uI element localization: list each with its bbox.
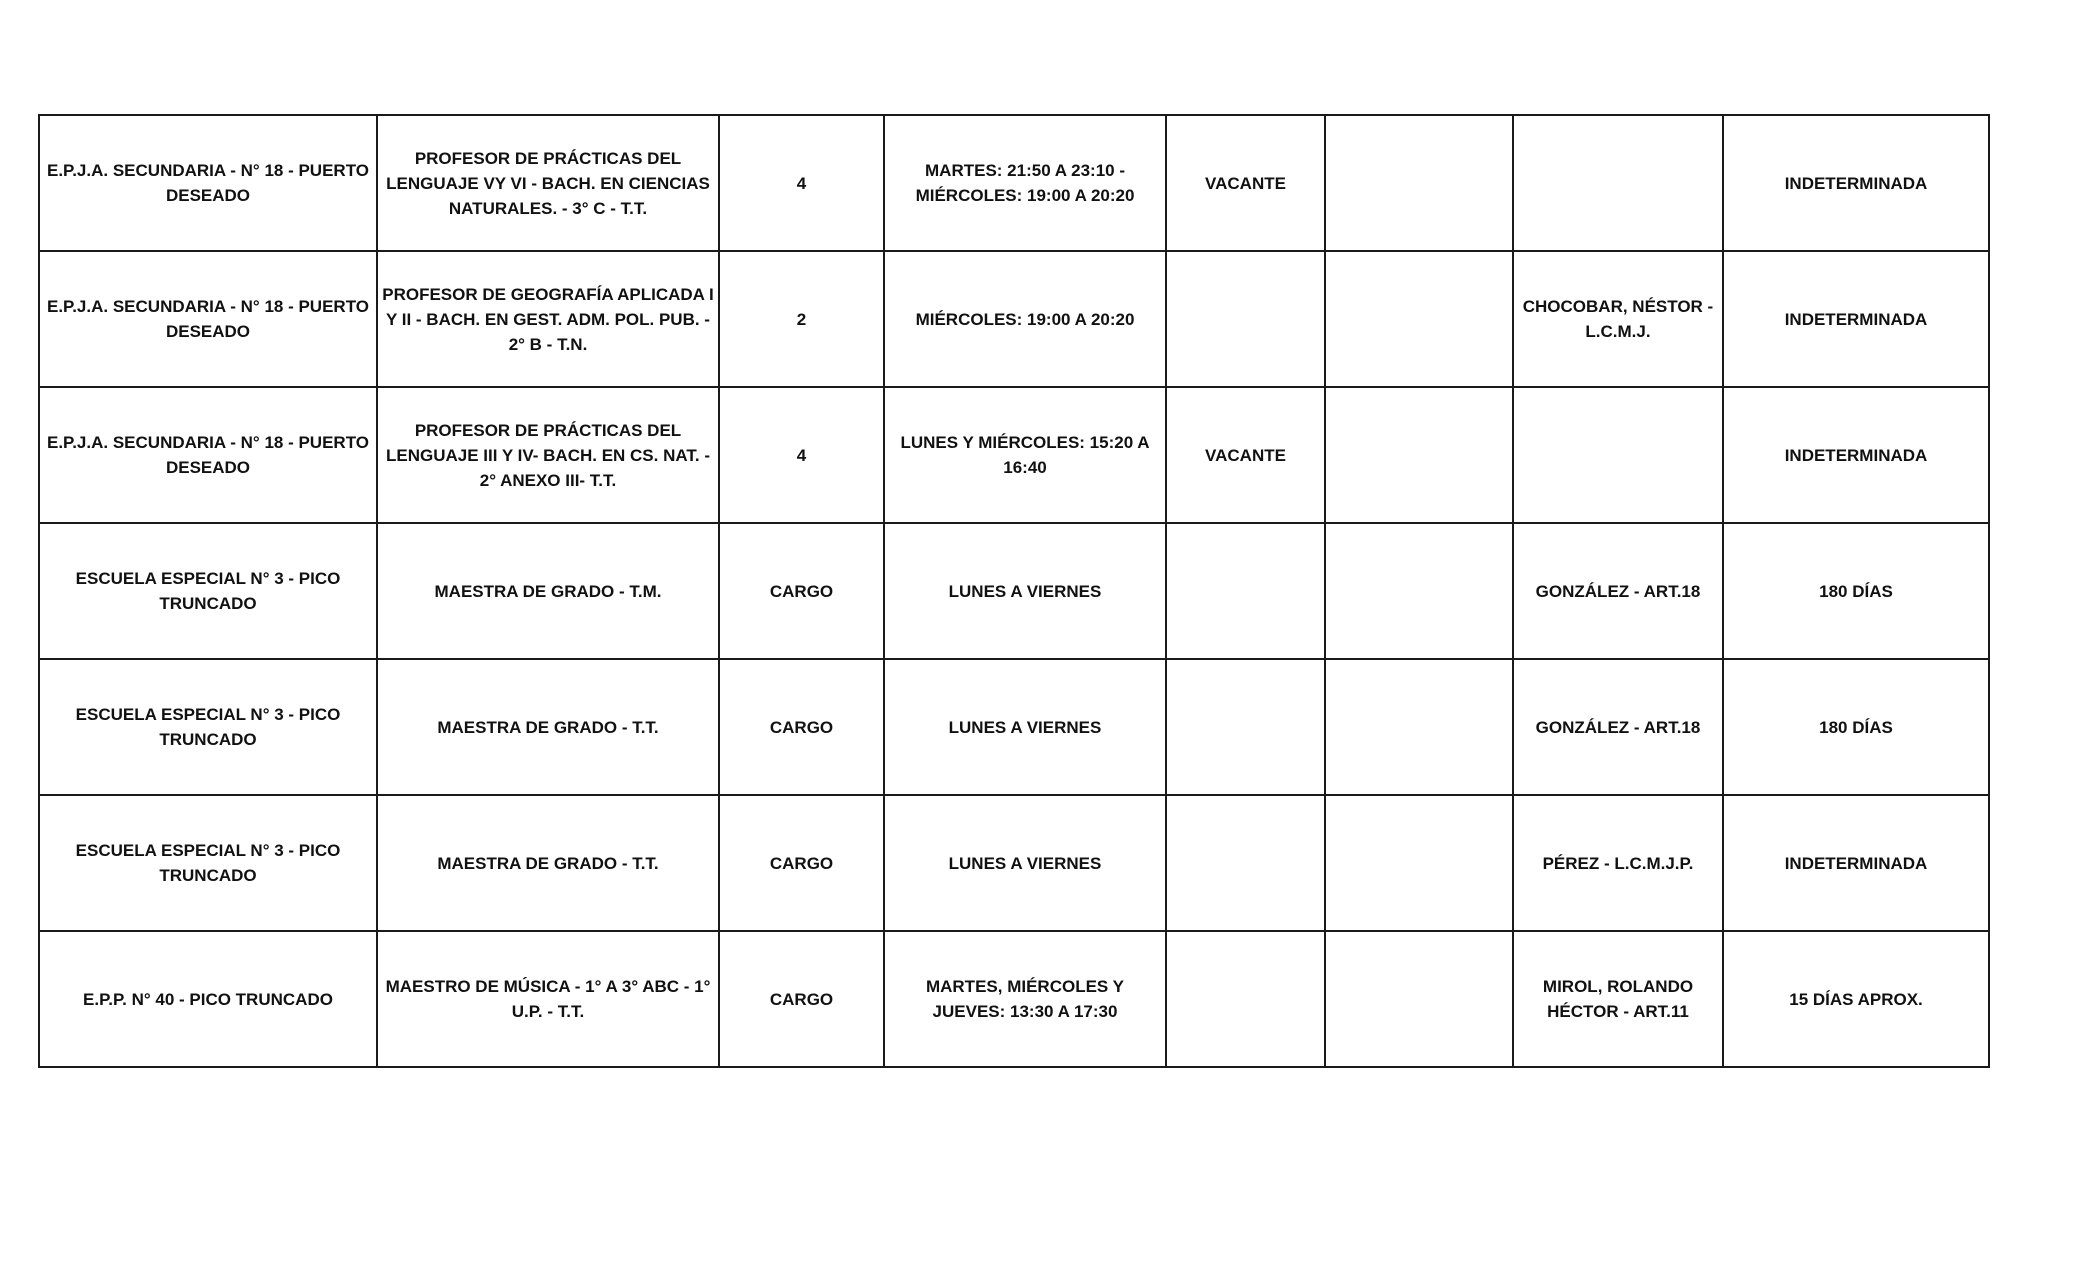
position-cell: MAESTRO DE MÚSICA - 1° A 3° ABC - 1° U.P. - T.T. — [377, 931, 719, 1067]
hours-cell: 4 — [719, 115, 884, 251]
position-cell: PROFESOR DE GEOGRAFÍA APLICADA I Y II - BACH. EN GEST. ADM. POL. PUB. - 2° B - T.N. — [377, 251, 719, 387]
position-cell: PROFESOR DE PRÁCTICAS DEL LENGUAJE VY VI - BACH. EN CIENCIAS NATURALES. - 3° C - T.T. — [377, 115, 719, 251]
status-cell — [1166, 251, 1325, 387]
schedule-cell: LUNES A VIERNES — [884, 659, 1166, 795]
position-cell: MAESTRA DE GRADO - T.T. — [377, 795, 719, 931]
schedule-cell: MARTES, MIÉRCOLES Y JUEVES: 13:30 A 17:30 — [884, 931, 1166, 1067]
replaces-cell: PÉREZ - L.C.M.J.P. — [1513, 795, 1723, 931]
schedule-cell: MARTES: 21:50 A 23:10 - MIÉRCOLES: 19:00 A 20:20 — [884, 115, 1166, 251]
hours-cell: CARGO — [719, 659, 884, 795]
duration-cell: INDETERMINADA — [1723, 795, 1989, 931]
status-cell: VACANTE — [1166, 387, 1325, 523]
schedule-cell: MIÉRCOLES: 19:00 A 20:20 — [884, 251, 1166, 387]
school-cell: E.P.J.A. SECUNDARIA - N° 18 - PUERTO DESEADO — [39, 387, 377, 523]
hours-cell: CARGO — [719, 931, 884, 1067]
replaces-cell: GONZÁLEZ - ART.18 — [1513, 523, 1723, 659]
extra-cell — [1325, 795, 1513, 931]
extra-cell — [1325, 659, 1513, 795]
duration-cell: 180 DÍAS — [1723, 659, 1989, 795]
vacancies-table — [38, 114, 1990, 1068]
school-cell: ESCUELA ESPECIAL N° 3 - PICO TRUNCADO — [39, 795, 377, 931]
schedule-cell: LUNES A VIERNES — [884, 795, 1166, 931]
table-row — [39, 795, 1989, 931]
duration-cell: INDETERMINADA — [1723, 251, 1989, 387]
school-cell: E.P.J.A. SECUNDARIA - N° 18 - PUERTO DESEADO — [39, 115, 377, 251]
hours-cell: 4 — [719, 387, 884, 523]
replaces-cell: CHOCOBAR, NÉSTOR - L.C.M.J. — [1513, 251, 1723, 387]
status-cell — [1166, 523, 1325, 659]
status-cell — [1166, 931, 1325, 1067]
duration-cell: 180 DÍAS — [1723, 523, 1989, 659]
schedule-cell: LUNES A VIERNES — [884, 523, 1166, 659]
school-cell: ESCUELA ESPECIAL N° 3 - PICO TRUNCADO — [39, 659, 377, 795]
status-cell — [1166, 659, 1325, 795]
table-row — [39, 931, 1989, 1067]
hours-cell: 2 — [719, 251, 884, 387]
extra-cell — [1325, 523, 1513, 659]
replaces-cell — [1513, 115, 1723, 251]
school-cell: E.P.P. N° 40 - PICO TRUNCADO — [39, 931, 377, 1067]
schedule-cell: LUNES Y MIÉRCOLES: 15:20 A 16:40 — [884, 387, 1166, 523]
table-row — [39, 523, 1989, 659]
school-cell: E.P.J.A. SECUNDARIA - N° 18 - PUERTO DESEADO — [39, 251, 377, 387]
position-cell: PROFESOR DE PRÁCTICAS DEL LENGUAJE III Y IV- BACH. EN CS. NAT. - 2° ANEXO III- T.T. — [377, 387, 719, 523]
school-cell: ESCUELA ESPECIAL N° 3 - PICO TRUNCADO — [39, 523, 377, 659]
replaces-cell — [1513, 387, 1723, 523]
position-cell: MAESTRA DE GRADO - T.M. — [377, 523, 719, 659]
duration-cell: 15 DÍAS APROX. — [1723, 931, 1989, 1067]
table-row — [39, 251, 1989, 387]
extra-cell — [1325, 931, 1513, 1067]
status-cell: VACANTE — [1166, 115, 1325, 251]
table-row — [39, 387, 1989, 523]
table-row — [39, 115, 1989, 251]
extra-cell — [1325, 115, 1513, 251]
hours-cell: CARGO — [719, 523, 884, 659]
duration-cell: INDETERMINADA — [1723, 115, 1989, 251]
hours-cell: CARGO — [719, 795, 884, 931]
table-row — [39, 659, 1989, 795]
status-cell — [1166, 795, 1325, 931]
position-cell: MAESTRA DE GRADO - T.T. — [377, 659, 719, 795]
replaces-cell: MIROL, ROLANDO HÉCTOR - ART.11 — [1513, 931, 1723, 1067]
extra-cell — [1325, 251, 1513, 387]
extra-cell — [1325, 387, 1513, 523]
duration-cell: INDETERMINADA — [1723, 387, 1989, 523]
replaces-cell: GONZÁLEZ - ART.18 — [1513, 659, 1723, 795]
